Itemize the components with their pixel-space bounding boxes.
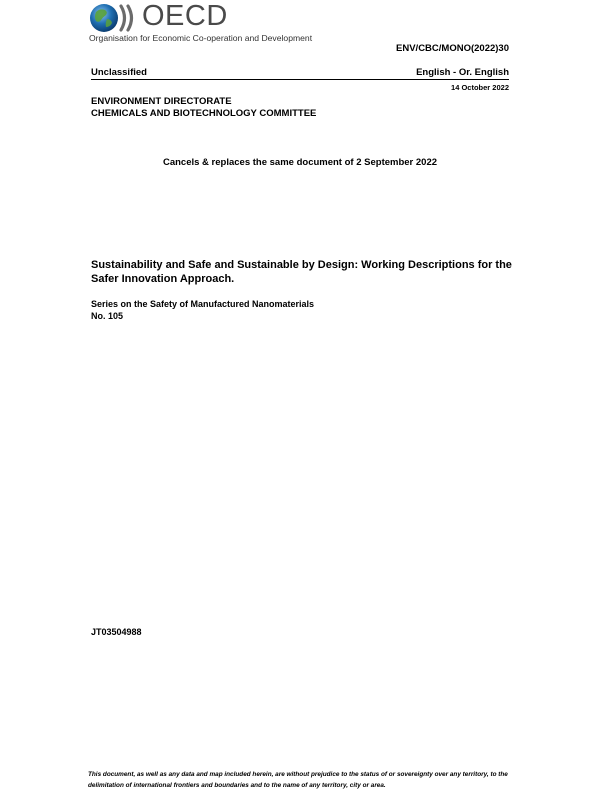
classification-status: Unclassified bbox=[91, 67, 147, 78]
directorate-name: ENVIRONMENT DIRECTORATE bbox=[91, 96, 232, 107]
document-title: Sustainability and Safe and Sustainable by Design: Working Descriptions for the Safer Innovation Approach. bbox=[91, 259, 512, 285]
document-language: English - Or. English bbox=[416, 67, 509, 78]
directorate-block bbox=[91, 96, 316, 120]
series-number: No. 105 bbox=[91, 311, 124, 321]
series-block bbox=[91, 298, 314, 322]
logo-wordmark: OECD bbox=[142, 0, 228, 32]
job-number: JT03504988 bbox=[91, 627, 142, 637]
document-date: 14 October 2022 bbox=[451, 83, 509, 92]
organisation-name: Organisation for Economic Co-operation and Development bbox=[89, 33, 313, 43]
document-code: ENV/CBC/MONO(2022)30 bbox=[396, 43, 509, 54]
cancels-notice: Cancels & replaces the same document of 2 September 2022 bbox=[162, 157, 438, 168]
classification-row bbox=[91, 66, 509, 80]
footer-disclaimer: This document, as well as any data and map included herein, are without prejudice to the status of or sovereignty over any territory, to the delimitation of international frontiers and boundaries and to the name of any territory, city or area. bbox=[88, 771, 508, 789]
committee-name: CHEMICALS AND BIOTECHNOLOGY COMMITTEE bbox=[91, 108, 317, 119]
oecd-logo bbox=[88, 0, 313, 43]
series-name: Series on the Safety of Manufactured Nanomaterials bbox=[91, 299, 315, 309]
oecd-globe-icon bbox=[88, 2, 144, 34]
